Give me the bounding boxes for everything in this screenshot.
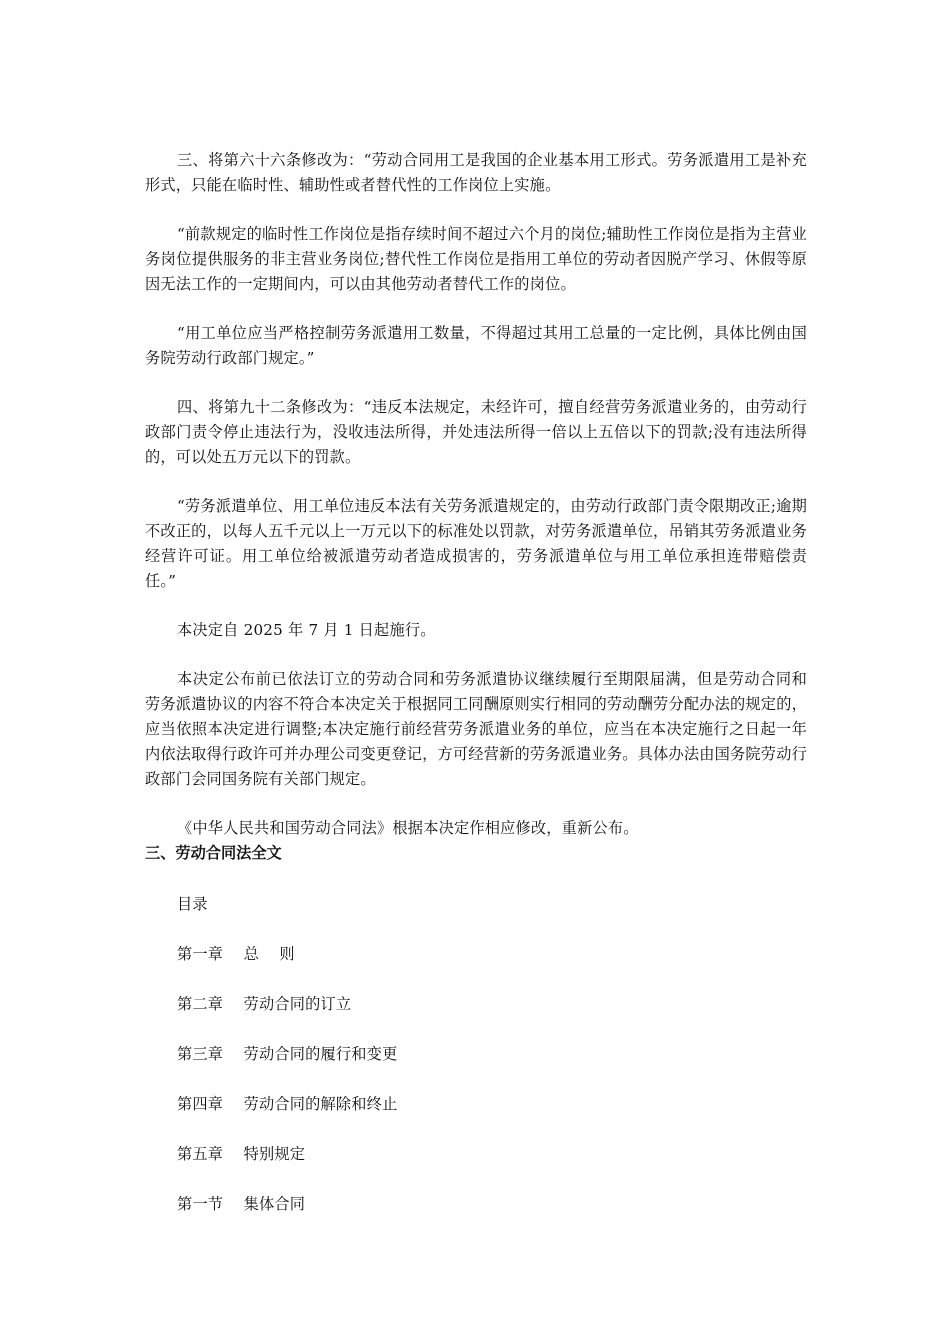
toc-item: 第五章 特别规定: [177, 1145, 306, 1163]
paragraph-republication: 《中华人民共和国劳动合同法》根据本决定作相应修改，重新公布。: [177, 819, 639, 837]
paragraph-article-66: 三、将第六十六条修改为：“劳动合同用工是我国的企业基本用工形式。劳务派遣用工是补充形式，只能在临时性、辅助性或者替代性的工作岗位上实施。: [145, 151, 807, 194]
section-heading: 三、劳动合同法全文: [145, 844, 282, 862]
toc-item: 第三章 劳动合同的履行和变更: [177, 1045, 398, 1063]
paragraph-penalties: “劳务派遣单位、用工单位违反本法有关劳务派遣规定的，由劳动行政部门责令限期改正;逾期不改正的，以每人五千元以上一万元以下的标准处以罚款，对劳务派遣单位，吊销其劳务派遣业务经营许可证。用工单位给被派遣劳动者造成损害的，劳务派遣单位与用工单位承担连带赔偿责任。”: [145, 497, 807, 590]
toc-item: 第一节 集体合同: [177, 1195, 306, 1213]
paragraph-article-92: 四、将第九十二条修改为：“违反本法规定，未经许可，擅自经营劳务派遣业务的，由劳动行政部门责令停止违法行为，没收违法所得，并处违法所得一倍以上五倍以下的罚款;没有违法所得的，可以处五万元以下的罚款。: [145, 398, 807, 466]
table-of-contents: [145, 892, 807, 1217]
toc-item: 第一章 总 则: [177, 945, 295, 963]
paragraph-temporary-positions: “前款规定的临时性工作岗位是指存续时间不超过六个月的岗位;辅助性工作岗位是指为主营业务岗位提供服务的非主营业务岗位;替代性工作岗位是指用工单位的劳动者因脱产学习、休假等原因无法工作的一定期间内，可以由其他劳动者替代工作的岗位。: [145, 225, 807, 293]
paragraph-effective-date: 本决定自 2025 年 7 月 1 日起施行。: [177, 621, 436, 639]
paragraph-dispatch-ratio: “用工单位应当严格控制劳务派遣用工数量，不得超过其用工总量的一定比例，具体比例由国务院劳动行政部门规定。”: [145, 324, 807, 367]
toc-item: 第四章 劳动合同的解除和终止: [177, 1095, 398, 1113]
document-page: [145, 148, 807, 1242]
paragraph-transition: 本决定公布前已依法订立的劳动合同和劳务派遣协议继续履行至期限届满，但是劳动合同和劳务派遣协议的内容不符合本决定关于根据同工同酬原则实行相同的劳动酬劳分配办法的规定的，应当依照本决定进行调整;本决定施行前经营劳务派遣业务的单位，应当在本决定施行之日起一年内依法取得行政许可并办理公司变更登记，方可经营新的劳务派遣业务。具体办法由国务院劳动行政部门会同国务院有关部门规定。: [145, 670, 807, 788]
toc-item: 第二章 劳动合同的订立: [177, 995, 352, 1013]
toc-title: 目录: [177, 895, 208, 913]
